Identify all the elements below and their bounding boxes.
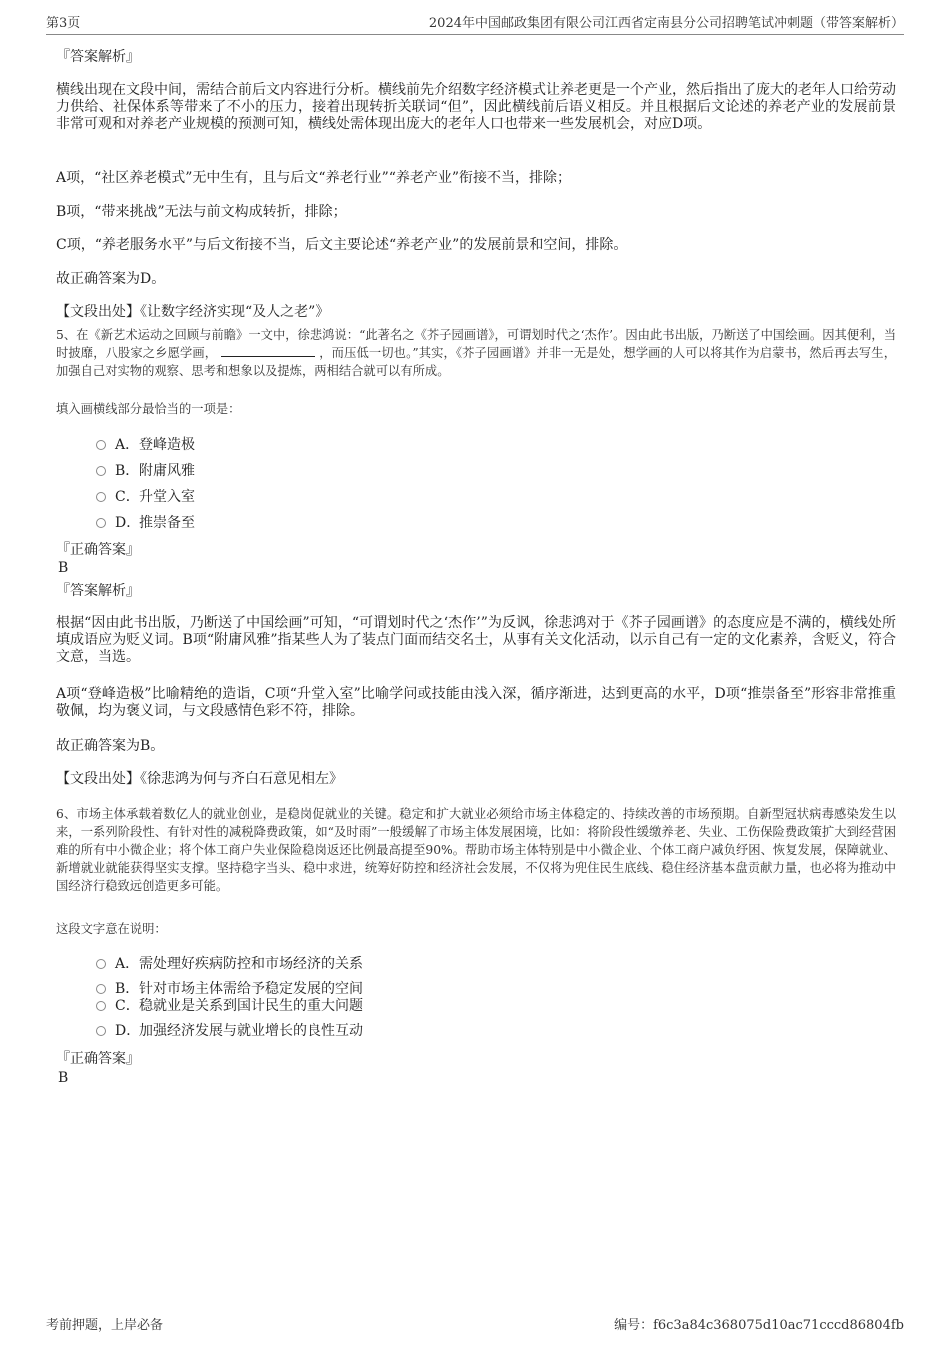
q4-option-c-analysis: C项，“养老服务水平”与后文衔接不当，后文主要论述“养老产业”的发展前景和空间，排除。 <box>56 237 628 253</box>
option-text: 附庸风雅 <box>139 463 195 479</box>
q5-source: 【文段出处】《徐悲鸿为何与齐白石意见相左》 <box>56 771 343 787</box>
q5-option-c[interactable]: C． 升堂入室 <box>96 488 195 506</box>
q6-option-a[interactable]: A． 需处理好疾病防控和市场经济的关系 <box>96 955 363 973</box>
q5-stem-after: ，而压低一切也。”其实，《芥子园画谱》并非一无是处，想学画的人可以将其作为启蒙书，然后再去写生，加强自己对实物的观察、思考和想象以及提炼，两相结合就可以有所成。 <box>56 346 896 378</box>
q5-option-a[interactable]: A． 登峰造极 <box>96 436 195 454</box>
document-title: 2024年中国邮政集团有限公司江西省定南县分公司招聘笔试冲刺题（带答案解析） <box>428 16 904 31</box>
radio-icon[interactable] <box>96 959 106 969</box>
page-footer <box>46 1314 904 1333</box>
footer-slogan: 考前押题，上岸必备 <box>46 1318 164 1333</box>
q5-option-b[interactable]: B． 附庸风雅 <box>96 462 195 480</box>
option-text: 稳就业是关系到国计民生的重大问题 <box>139 998 363 1014</box>
q6-option-d[interactable]: D． 加强经济发展与就业增长的良性互动 <box>96 1022 363 1040</box>
q6-stem: 6、市场主体承载着数亿人的就业创业，是稳岗促就业的关键。稳定和扩大就业必须给市场主体稳定的、持续改善的市场预期。自新型冠状病毒感染发生以来，一系列阶段性、有针对性的减税降费政策，如“及时雨”一般缓解了市场主体发展困境，比如：将阶段性缓缴养老、失业、工伤保险费政策扩大到经营困难的所有中小微企业；将个体工商户失业保险稳岗返还比例最高提至90%。帮助市场主体特别是中小微企业、个体工商户减负纾困、恢复发展，保障就业、新增就业就能获得坚实支撑。坚持稳字当头、稳中求进，统筹好防控和经济社会发展，不仅将为兜住民生底线、稳住经济基本盘贡献力量，也必将为推动中国经济行稳致远创造更多可能。 <box>56 807 896 893</box>
option-text: 需处理好疾病防控和市场经济的关系 <box>139 956 363 972</box>
q6-option-c[interactable]: C． 稳就业是关系到国计民生的重大问题 <box>96 997 363 1015</box>
fill-blank <box>221 344 315 357</box>
option-text: 加强经济发展与就业增长的良性互动 <box>139 1023 363 1039</box>
page-number: 第3页 <box>46 16 81 31</box>
q4-source: 【文段出处】《让数字经济实现“及人之老”》 <box>56 304 330 320</box>
radio-icon[interactable] <box>96 1001 106 1011</box>
page-header <box>46 12 904 35</box>
q5-analysis-text-2: A项“登峰造极”比喻精绝的造诣，C项“升堂入室”比喻学问或技能由浅入深，循序渐进，达到更高的水平，D项“推崇备至”形容非常推重敬佩，均为褒义词，与文段感情色彩不符，排除。 <box>56 686 896 719</box>
q6-answer: B <box>58 1070 69 1086</box>
document-id: 编号：f6c3a84c368075d10ac71cccd86804fb <box>614 1318 904 1333</box>
radio-icon[interactable] <box>96 518 106 528</box>
q5-conclusion: 故正确答案为B。 <box>56 738 165 754</box>
q6-option-b[interactable]: B． 针对市场主体需给予稳定发展的空间 <box>96 980 363 998</box>
option-text: 针对市场主体需给予稳定发展的空间 <box>139 981 363 997</box>
q5-answer-label: 『正确答案』 <box>56 542 140 558</box>
q6-prompt: 这段文字意在说明： <box>56 922 167 936</box>
q5-analysis-label: 『答案解析』 <box>56 583 140 599</box>
q4-analysis-text: 横线出现在文段中间，需结合前后文内容进行分析。横线前先介绍数字经济模式让养老更是一个产业，然后指出了庞大的老年人口给劳动力供给、社保体系等带来了不小的压力，接着出现转折关联词“但”，因此横线前后语义相反。并且根据后文论述的养老产业的发展前景非常可观和对养老产业规模的预测可知，横线处需体现出庞大的老年人口也带来一些发展机会，对应D项。 <box>56 82 896 132</box>
option-text: 升堂入室 <box>139 489 195 505</box>
q5-option-d[interactable]: D． 推崇备至 <box>96 514 195 532</box>
radio-icon[interactable] <box>96 984 106 994</box>
radio-icon[interactable] <box>96 440 106 450</box>
radio-icon[interactable] <box>96 466 106 476</box>
q6-answer-label: 『正确答案』 <box>56 1051 140 1067</box>
radio-icon[interactable] <box>96 1026 106 1036</box>
q4-option-b-analysis: B项，“带来挑战”无法与前文构成转折，排除； <box>56 204 347 220</box>
q4-conclusion: 故正确答案为D。 <box>56 271 166 287</box>
q5-stem <box>56 326 896 380</box>
q4-analysis-label: 『答案解析』 <box>56 49 140 65</box>
q5-analysis-text: 根据“因由此书出版，乃断送了中国绘画”可知，“可谓划时代之‘杰作’”为反讽，徐悲鸿对于《芥子园画谱》的态度应是不满的，横线处所填成语应为贬义词。B项“附庸风雅”指某些人为了装点门面而结交名士，从事有关文化活动，以示自己有一定的文化素养，含贬义，符合文意，当选。 <box>56 615 896 665</box>
q5-answer: B <box>58 560 69 576</box>
radio-icon[interactable] <box>96 492 106 502</box>
q4-option-a-analysis: A项，“社区养老模式”无中生有，且与后文“养老行业”“养老产业”衔接不当，排除； <box>56 170 572 186</box>
q5-prompt: 填入画横线部分最恰当的一项是： <box>56 402 241 416</box>
option-text: 登峰造极 <box>139 437 195 453</box>
option-text: 推崇备至 <box>139 515 195 531</box>
q5-stem-before: 5、在《新艺术运动之回顾与前瞻》一文中，徐悲鸿说：“此著名之《芥子园画谱》，可谓划时代之‘杰作’。因由此书出版，乃断送了中国绘画。因其便利，当时披靡，八股家之乡愿学画， <box>56 328 896 360</box>
